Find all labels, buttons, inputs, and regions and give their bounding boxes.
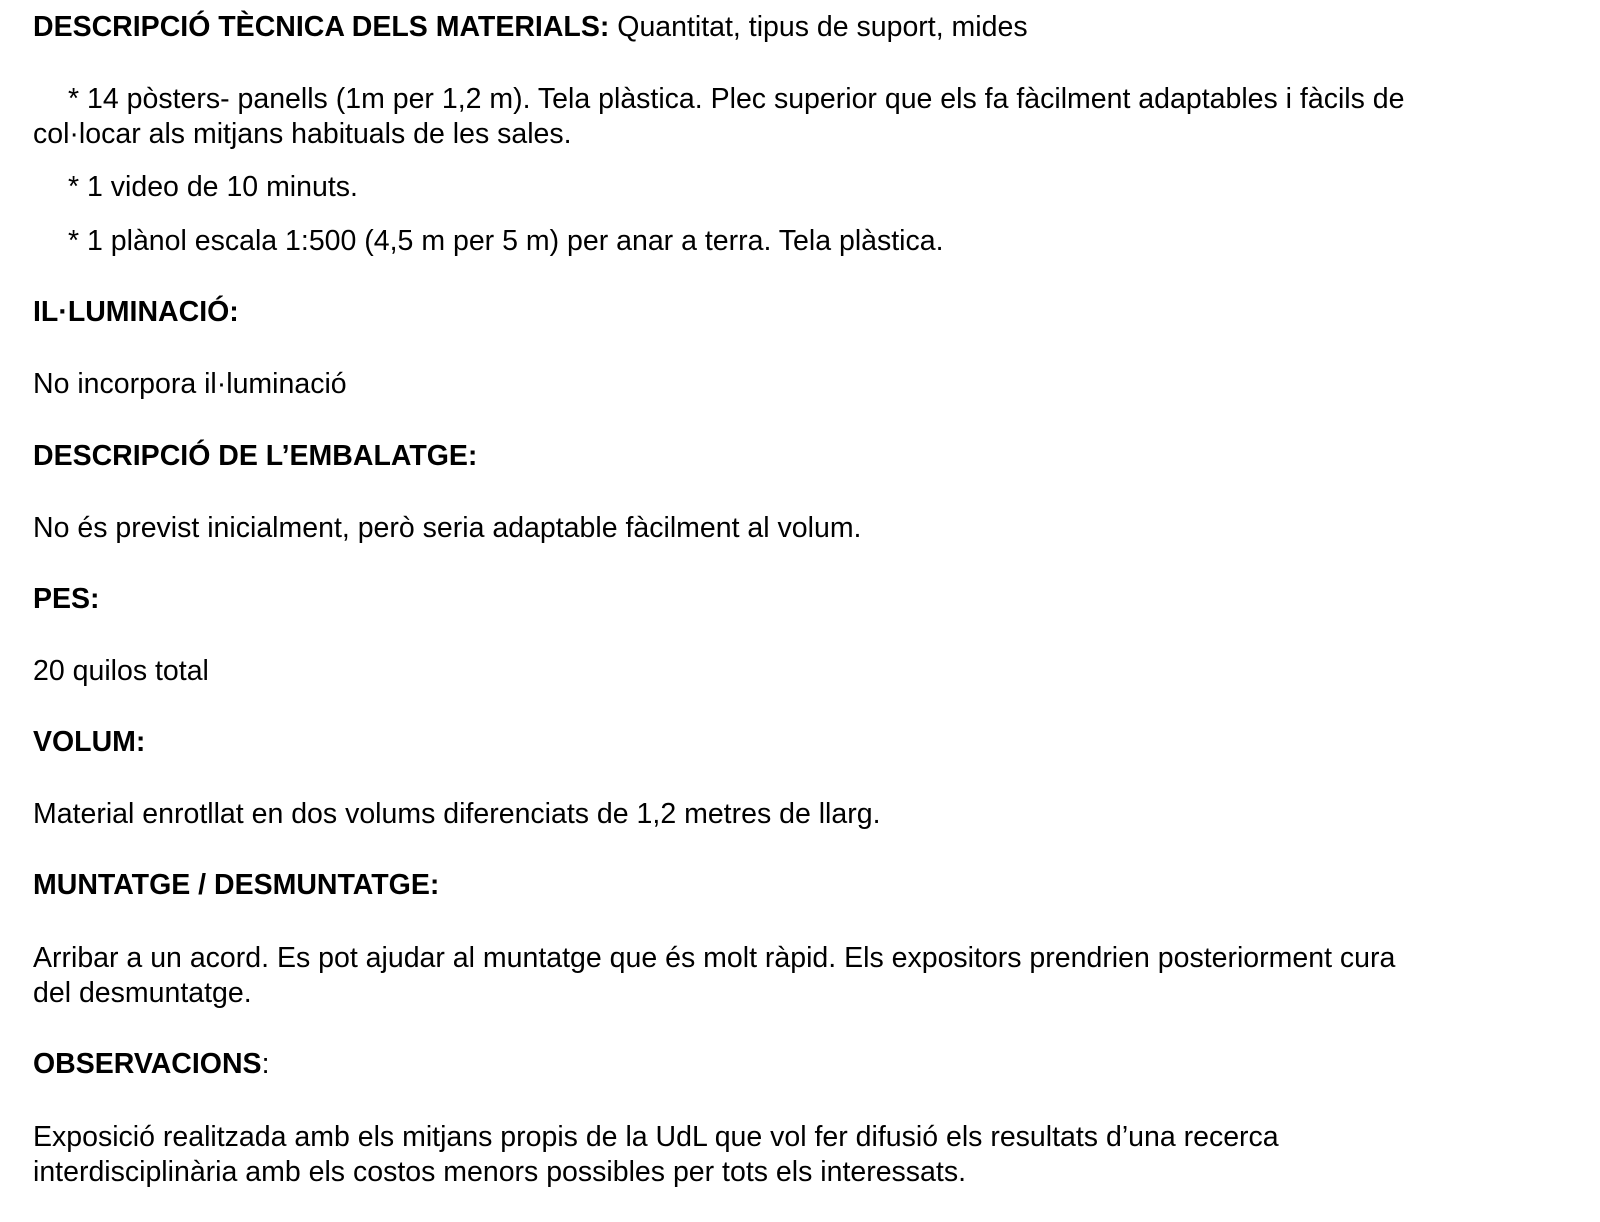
- observations-heading-colon: :: [261, 1048, 270, 1080]
- observations-body-line-2: interdisciplinària amb els costos menors possibles per tots els interessats.: [33, 1156, 966, 1188]
- materials-item-1-continuation: col·locar als mitjans habituals de les sales.: [33, 118, 572, 150]
- materials-heading: DESCRIPCIÓ TÈCNICA DELS MATERIALS:: [33, 11, 610, 43]
- weight-body: 20 quilos total: [33, 655, 209, 687]
- packaging-body: No és previst inicialment, però seria adaptable fàcilment al volum.: [33, 512, 862, 544]
- observations-title: [33, 1046, 270, 1082]
- assembly-body-line-1: Arribar a un acord. Es pot ajudar al muntatge que és molt ràpid. Els expositors prendrien posteriorment cura: [33, 942, 1396, 974]
- assembly-body-line-2: del desmuntatge.: [33, 977, 252, 1009]
- weight-heading: PES:: [33, 583, 100, 615]
- volume-heading: VOLUM:: [33, 726, 146, 758]
- materials-item-2: * 1 video de 10 minuts.: [68, 171, 358, 203]
- observations-heading: OBSERVACIONS: [33, 1048, 262, 1080]
- materials-heading-rest: Quantitat, tipus de suport, mides: [609, 11, 1028, 43]
- materials-item-3: * 1 plànol escala 1:500 (4,5 m per 5 m) per anar a terra. Tela plàstica.: [68, 225, 944, 257]
- observations-body-line-1: Exposició realitzada amb els mitjans propis de la UdL que vol fer difusió els resultats d’una recerca: [33, 1121, 1279, 1153]
- lighting-heading: IL·LUMINACIÓ:: [33, 296, 239, 328]
- volume-body: Material enrotllat en dos volums diferenciats de 1,2 metres de llarg.: [33, 798, 881, 830]
- packaging-heading: DESCRIPCIÓ DE L’EMBALATGE:: [33, 440, 478, 472]
- materials-item-1: * 14 pòsters- panells (1m per 1,2 m). Tela plàstica. Plec superior que els fa fàcilment adaptables i fàcils de: [68, 83, 1405, 115]
- assembly-heading: MUNTATGE / DESMUNTATGE:: [33, 869, 440, 901]
- lighting-body: No incorpora il·luminació: [33, 368, 347, 400]
- materials-section-title: [33, 9, 1028, 45]
